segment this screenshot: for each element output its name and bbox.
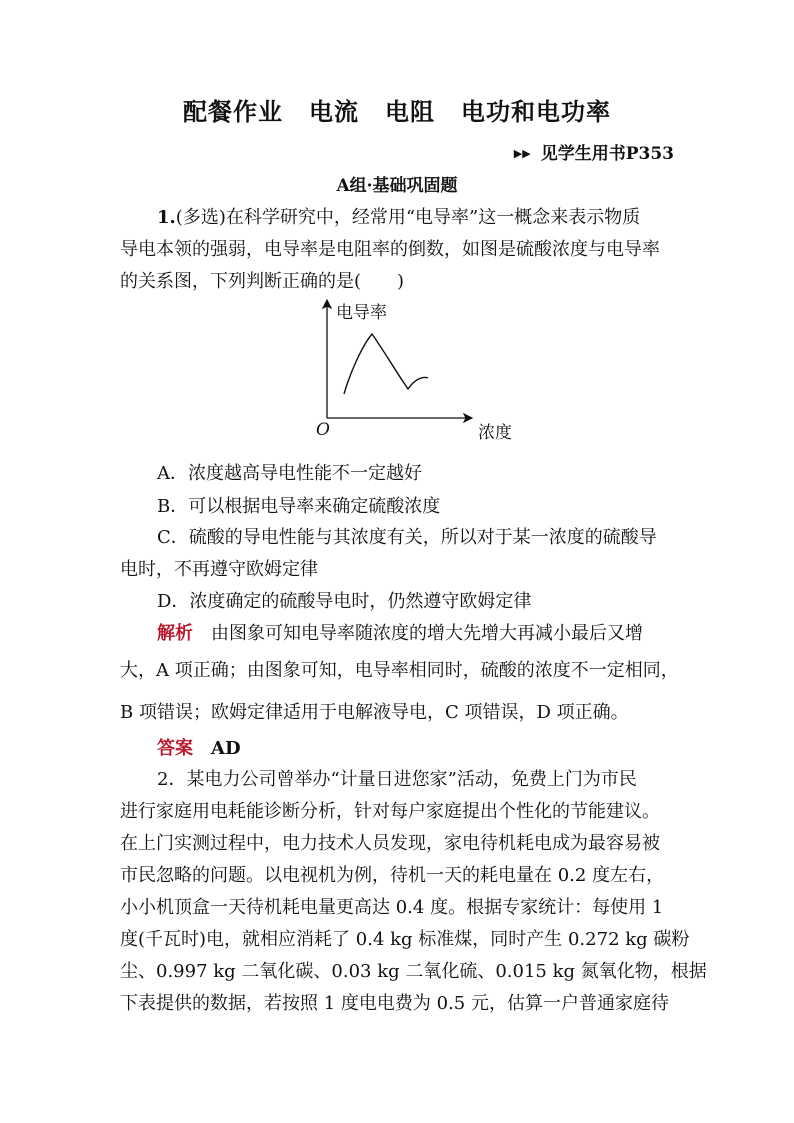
group-heading: A组·基础巩固题 bbox=[336, 176, 458, 196]
analysis-label: 解析 bbox=[157, 623, 193, 644]
origin-label: O bbox=[316, 420, 330, 440]
book-reference-text: 见学生用书P353 bbox=[540, 144, 674, 164]
book-reference bbox=[514, 139, 674, 164]
option-a: A．浓度越高导电性能不一定越好 bbox=[157, 463, 422, 484]
q2-line-7: 尘、0.997 kg 二氧化碳、0.03 kg 二氧化硫、0.015 kg 氮氧化物，根据 bbox=[120, 961, 707, 982]
answer-line bbox=[157, 734, 241, 760]
option-c-line-1: C．硫酸的导电性能与其浓度有关，所以对于某一浓度的硫酸导 bbox=[157, 527, 657, 548]
q1-number: 1. bbox=[157, 207, 176, 228]
conductivity-figure bbox=[310, 298, 550, 448]
page-title bbox=[0, 92, 794, 127]
title-part-2: 电流 bbox=[309, 97, 359, 126]
title-part-4: 电功和电功率 bbox=[461, 97, 611, 126]
option-c-line-2: 电时，不再遵守欧姆定律 bbox=[120, 559, 318, 580]
double-arrow-icon: ▶▶ bbox=[513, 147, 531, 160]
q2-line-6: 度(千瓦时)电，就相应消耗了 0.4 kg 标准煤，同时产生 0.272 kg 碳粉 bbox=[120, 929, 690, 950]
q2-line-1: 2．某电力公司曾举办“计量日进您家”活动，免费上门为市民 bbox=[157, 769, 637, 790]
q2-line-2: 进行家庭用电耗能诊断分析，针对每户家庭提出个性化的节能建议。 bbox=[120, 801, 660, 822]
analysis-line-2: 大，A 项正确；由图象可知，电导率相同时，硫酸的浓度不一定相同， bbox=[120, 660, 679, 681]
analysis-text-1: 由图象可知电导率随浓度的增大先增大再减小最后又增 bbox=[211, 623, 643, 644]
analysis-line-3: B 项错误；欧姆定律适用于电解液导电，C 项错误，D 项正确。 bbox=[120, 702, 629, 723]
q2-line-5: 小小机顶盒一天待机耗电量更高达 0.4 度。根据专家统计：每使用 1 bbox=[120, 897, 664, 918]
q1-line-3: 的关系图，下列判断正确的是( ) bbox=[120, 271, 405, 292]
analysis-line-1 bbox=[157, 619, 643, 645]
q1-line-2: 导电本领的强弱，电导率是电阻率的倒数，如图是硫酸浓度与电导率 bbox=[120, 239, 660, 260]
q1-text-1: 在科学研究中，经常用“电导率”这一概念来表示物质 bbox=[225, 207, 641, 228]
conductivity-curve bbox=[344, 334, 428, 394]
title-part-1: 配餐作业 bbox=[183, 97, 283, 126]
q1-tag: (多选) bbox=[175, 207, 226, 228]
answer-label: 答案 bbox=[157, 738, 193, 759]
option-b: B．可以根据电导率来确定硫酸浓度 bbox=[157, 496, 441, 517]
q2-line-4: 市民忽略的问题。以电视机为例，待机一天的耗电量在 0.2 度左右， bbox=[120, 865, 665, 886]
answer-value: AD bbox=[211, 738, 241, 759]
y-axis-label: 电导率 bbox=[336, 303, 387, 323]
title-part-3: 电阻 bbox=[385, 97, 435, 126]
q1-line-1 bbox=[157, 203, 640, 229]
x-axis-label: 浓度 bbox=[478, 423, 512, 443]
q2-line-8: 下表提供的数据，若按照 1 度电电费为 0.5 元，估算一户普通家庭待 bbox=[120, 993, 669, 1014]
option-d: D．浓度确定的硫酸导电时，仍然遵守欧姆定律 bbox=[157, 591, 532, 612]
q2-line-3: 在上门实测过程中，电力技术人员发现，家电待机耗电成为最容易被 bbox=[120, 833, 660, 854]
